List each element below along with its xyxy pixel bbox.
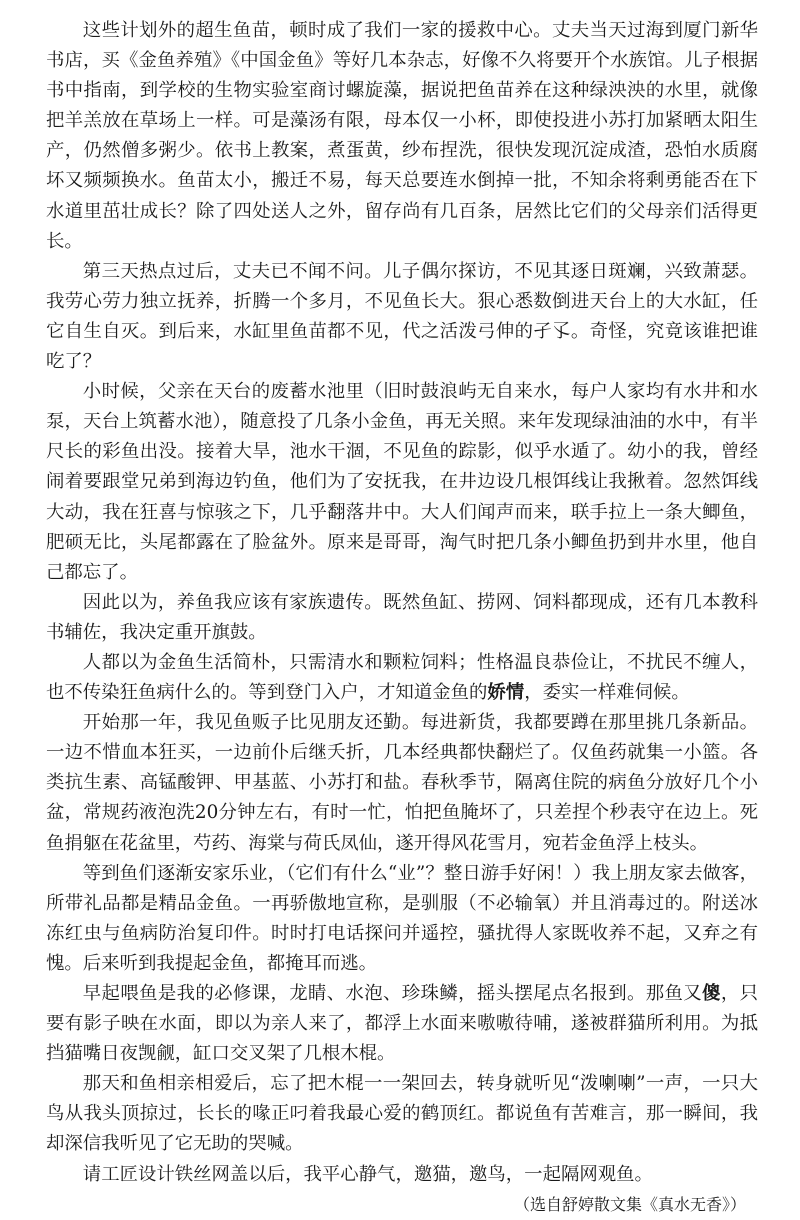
paragraph-text: 第三天热点过后，丈夫已不闻不问。儿子偶尔探访，不见其逐日斑斓，兴致萧瑟。我劳心劳力独立抚养，折腾一个多月，不见鱼长大。狠心悉数倒进天台上的大水缸，任它自生自灭。到后来，水缸里鱼苗都不见，代之活泼弓伸的孑孓。奇怪，究竟该谁把谁吃了？ [46, 260, 758, 373]
paragraph-text: 请工匠设计铁丝网盖以后，我平心静气，邀猫，邀鸟，一起隔网观鱼。 [82, 1163, 653, 1185]
paragraph-text: 开始那一年，我见鱼贩子比见朋友还勤。每进新货，我都要蹲在那里挑几条新品。一边不惜血本狂买，一边前仆后继夭折，几本经典都快翻烂了。仅鱼药就集一小篮。各类抗生素、高锰酸钾、甲基蓝、小苏打和盐。春秋季节，隔离住院的病鱼分放好几个小盆，常规药液泡洗20分钟左右，有时一忙，怕把鱼腌坏了，只差捏个秒表守在边上。死鱼捐躯在花盆里，芍药、海棠与荷氏凤仙，遂开得风花雪月，宛若金鱼浮上枝头。 [46, 712, 758, 854]
paragraph [46, 257, 758, 377]
source-citation: （选自舒婷散文集《真水无香》） [513, 1194, 746, 1214]
paragraph [46, 16, 758, 257]
paragraph [46, 979, 758, 1069]
paragraph-text: 等到鱼们逐渐安家乐业，（它们有什么“业”？整日游手好闲！）我上朋友家去做客，所带礼品都是精品金鱼。一再骄傲地宣称，是驯服（不必输氧）并且消毒过的。附送冰冻红虫与鱼病防治复印件。时时打电话探问并遥控，骚扰得人家既收养不起，又弃之有愧。后来听到我提起金鱼，都掩耳而逃。 [46, 862, 758, 974]
paragraph [46, 859, 758, 979]
article-body [46, 16, 758, 1190]
paragraph [46, 377, 758, 588]
paragraph [46, 708, 758, 858]
paragraph [46, 1160, 758, 1190]
paragraph-text: 这些计划外的超生鱼苗，顿时成了我们一家的援救中心。丈夫当天过海到厦门新华书店，买《金鱼养殖》《中国金鱼》等好几本杂志，好像不久将要开个水族馆。儿子根据书中指南，到学校的生物实验室商讨螺旋藻，据说把鱼苗养在这种绿泱泱的水里，就像把羊羔放在草场上一样。可是藻汤有限，母本仅一小杯，即使投进小苏打加紧晒太阳生产，仍然僧多粥少。依书上教案，煮蛋黄，纱布捏洗，很快发现沉淀成渣，恐怕水质腐坏又频频换水。鱼苗太小，搬迁不易，每天总要连水倒掉一批，不知余将剩勇能否在下水道里茁壮成长？除了四处送人之外，留存尚有几百条，居然比它们的父母亲们活得更长。 [46, 20, 758, 252]
paragraph [46, 648, 758, 708]
paragraph-text: 那天和鱼相亲相爱后，忘了把木棍一一架回去，转身就听见“泼喇喇”一声，一只大鸟从我头顶掠过，长长的喙正叼着我最心爱的鹤顶红。都说鱼有苦难言，那一瞬间，我却深信我听见了它无助的哭喊。 [46, 1073, 758, 1155]
paragraph-text: 因此以为，养鱼我应该有家族遗传。既然鱼缸、捞网、饲料都现成，还有几本教科书辅佐，我决定重开旗鼓。 [46, 591, 758, 643]
paragraph-text: ，只要有影子映在水面，即以为亲人来了，都浮上水面来嗷嗷待哺，遂被群猫所利用。为抵挡猫嘴日夜觊觎，缸口交叉架了几根木棍。 [46, 983, 758, 1065]
paragraph [46, 588, 758, 648]
paragraph-text: 小时候，父亲在天台的废蓄水池里（旧时鼓浪屿无自来水，每户人家均有水井和水泵，天台上筑蓄水池），随意投了几条小金鱼，再无关照。来年发现绿油油的水中，有半尺长的彩鱼出没。接着大旱，池水干涸，不见鱼的踪影，似乎水遁了。幼小的我，曾经闹着要跟堂兄弟到海边钓鱼，他们为了安抚我，在井边设几根饵线让我揪着。忽然饵线大动，我在狂喜与惊骇之下，几乎翻落井中。大人们闻声而来，联手拉上一条大鲫鱼，肥硕无比，头尾都露在了脸盆外。原来是哥哥，淘气时把几条小鲫鱼扔到井水里，他自己都忘了。 [46, 381, 758, 583]
emphasized-word: 娇情 [487, 682, 525, 704]
paragraph [46, 1069, 758, 1159]
paragraph-text: 早起喂鱼是我的必修课，龙睛、水泡、珍珠鳞，摇头摆尾点名报到。那鱼又 [82, 983, 703, 1004]
paragraph-text: 人都以为金鱼生活简朴，只需清水和颗粒饲料；性格温良恭俭让，不扰民不缠人，也不传染狂鱼病什么的。等到登门入户，才知道金鱼的 [46, 651, 758, 704]
paragraph-text: ，委实一样难伺候。 [524, 682, 690, 704]
article [46, 16, 758, 1220]
emphasized-word: 傻 [702, 983, 721, 1004]
